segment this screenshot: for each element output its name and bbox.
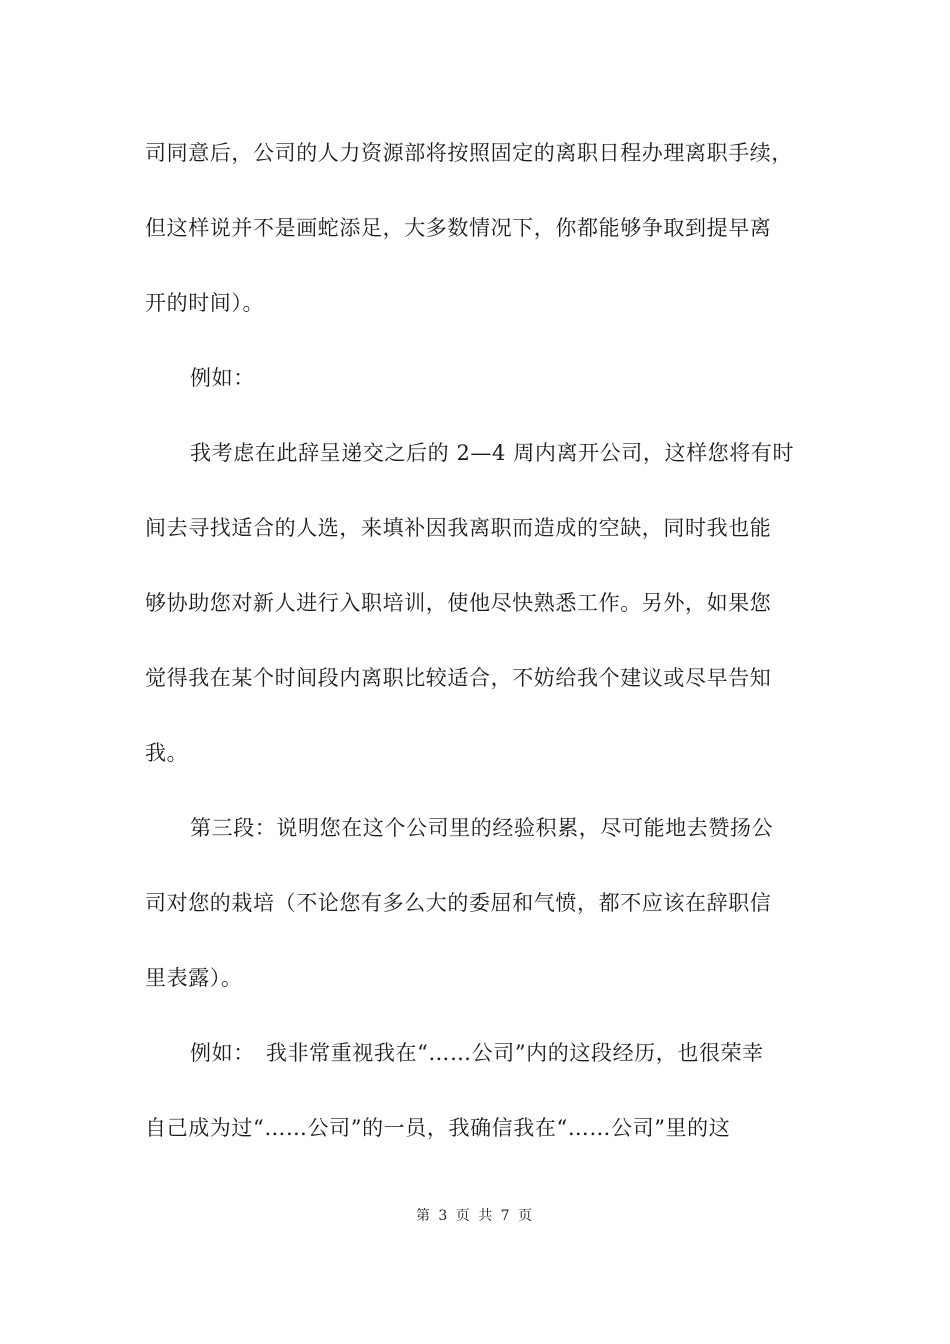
text-line: 觉得我在某个时间段内离职比较适合，不妨给我个建议或尽早告知 bbox=[145, 666, 772, 690]
text-line: 第三段：说明您在这个公司里的经验积累，尽可能地去赞扬公 bbox=[190, 816, 774, 840]
text-line: 司同意后，公司的人力资源部将按照固定的离职日程办理离职手续， bbox=[145, 141, 793, 165]
text-line: 够协助您对新人进行入职培训，使他尽快熟悉工作。另外，如果您 bbox=[145, 591, 772, 615]
text-line: 间去寻找适合的人选，来填补因我离职而造成的空缺，同时我也能 bbox=[145, 516, 772, 540]
text-line: 我。 bbox=[145, 741, 189, 765]
text-line: 开的时间）。 bbox=[145, 291, 265, 315]
text-line: 例如： 我非常重视我在“……公司”内的这段经历，也很荣幸 bbox=[190, 1041, 764, 1065]
text-line: 里表露）。 bbox=[145, 966, 243, 990]
text-line: 司对您的栽培（不论您有多么大的委屈和气愤，都不应该在辞职信 bbox=[145, 891, 772, 915]
text-line: 例如： bbox=[190, 366, 255, 390]
text-line: 但这样说并不是画蛇添足，大多数情况下，你都能够争取到提早离 bbox=[145, 216, 772, 240]
text-line: 我考虑在此辞呈递交之后的 2—4 周内离开公司，这样您将有时 bbox=[190, 441, 795, 465]
text-line: 自己成为过“……公司”的一员，我确信我在“……公司”里的这 bbox=[145, 1116, 731, 1140]
page-number-footer: 第 3 页 共 7 页 bbox=[415, 1208, 535, 1224]
